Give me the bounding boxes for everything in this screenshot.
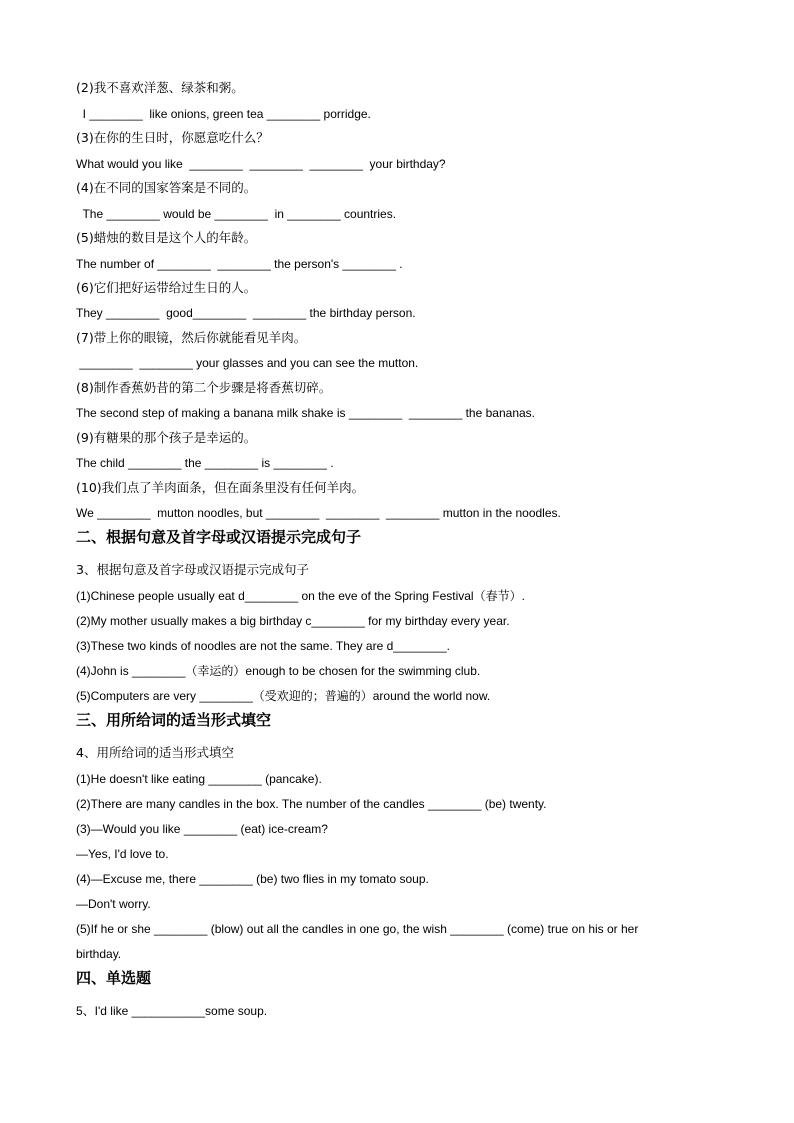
section-3-intro: 4、用所给词的适当形式填空	[76, 745, 234, 760]
question-3-chinese: (3)在你的生日时，你愿意吃什么？	[76, 130, 269, 145]
question-6-english: They ________ good________ ________ the birthday person.	[76, 306, 416, 320]
question-7-chinese: (7)带上你的眼镜，然后你就能看见羊肉。	[76, 330, 307, 345]
section-3-item-1: (1)He doesn't like eating ________ (pancake).	[76, 772, 322, 786]
question-10-english: We ________ mutton noodles, but ________ ________ ________ mutton in the noodles.	[76, 506, 561, 520]
question-7-english: ________ ________ your glasses and you can see the mutton.	[76, 356, 419, 370]
section-2-intro: 3、根据句意及首字母或汉语提示完成句子	[76, 562, 309, 577]
section-2-item-1: (1)Chinese people usually eat d________ on the eve of the Spring Festival（春节）.	[76, 589, 525, 603]
section-4-question-5: 5、I'd like ___________some soup.	[76, 1004, 268, 1018]
question-5-chinese: (5)蜡烛的数目是这个人的年龄。	[76, 230, 257, 245]
question-6-chinese: (6)它们把好运带给过生日的人。	[76, 280, 257, 295]
section-3-item-4: (4)—Excuse me, there ________ (be) two flies in my tomato soup.	[76, 872, 429, 886]
question-9-english: The child ________ the ________ is ________ .	[76, 456, 334, 470]
section-2-item-3: (3)These two kinds of noodles are not the same. They are d________.	[76, 639, 451, 653]
question-3-english: What would you like ________ ________ ________ your birthday?	[76, 157, 446, 171]
question-2-chinese: (2)我不喜欢洋葱、绿茶和粥。	[76, 80, 244, 95]
section-2-item-4: (4)John is ________（幸运的）enough to be chosen for the swimming club.	[76, 664, 481, 678]
section-3-item-3: (3)—Would you like ________ (eat) ice-cream?	[76, 822, 328, 836]
section-3-item-4-reply: —Don't worry.	[76, 897, 151, 911]
question-9-chinese: (9)有糖果的那个孩子是幸运的。	[76, 430, 257, 445]
section-2-heading: 二、根据句意及首字母或汉语提示完成句子	[76, 528, 362, 546]
question-10-chinese: (10)我们点了羊肉面条，但在面条里没有任何羊肉。	[76, 480, 365, 495]
question-2-english: I ________ like onions, green tea ________ porridge.	[76, 107, 371, 121]
section-3-item-5-cont: birthday.	[76, 947, 122, 961]
section-3-item-3-reply: —Yes, I'd love to.	[76, 847, 169, 861]
question-5-english: The number of ________ ________ the person's ________ .	[76, 257, 403, 271]
question-4-chinese: (4)在不同的国家答案是不同的。	[76, 180, 257, 195]
question-4-english: The ________ would be ________ in ________ countries.	[76, 207, 397, 221]
section-3-heading: 三、用所给词的适当形式填空	[76, 711, 272, 729]
section-4-heading: 四、单选题	[76, 969, 152, 987]
question-8-english: The second step of making a banana milk shake is ________ ________ the bananas.	[76, 406, 535, 420]
section-2-item-5: (5)Computers are very ________（受欢迎的；普遍的）around the world now.	[76, 689, 491, 703]
section-3-item-2: (2)There are many candles in the box. The number of the candles ________ (be) twenty.	[76, 797, 547, 811]
section-3-item-5: (5)If he or she ________ (blow) out all the candles in one go, the wish ________ (come) true on his or her	[76, 922, 639, 936]
question-8-chinese: (8)制作香蕉奶昔的第二个步骤是将香蕉切碎。	[76, 380, 332, 395]
section-2-item-2: (2)My mother usually makes a big birthday c________ for my birthday every year.	[76, 614, 510, 628]
